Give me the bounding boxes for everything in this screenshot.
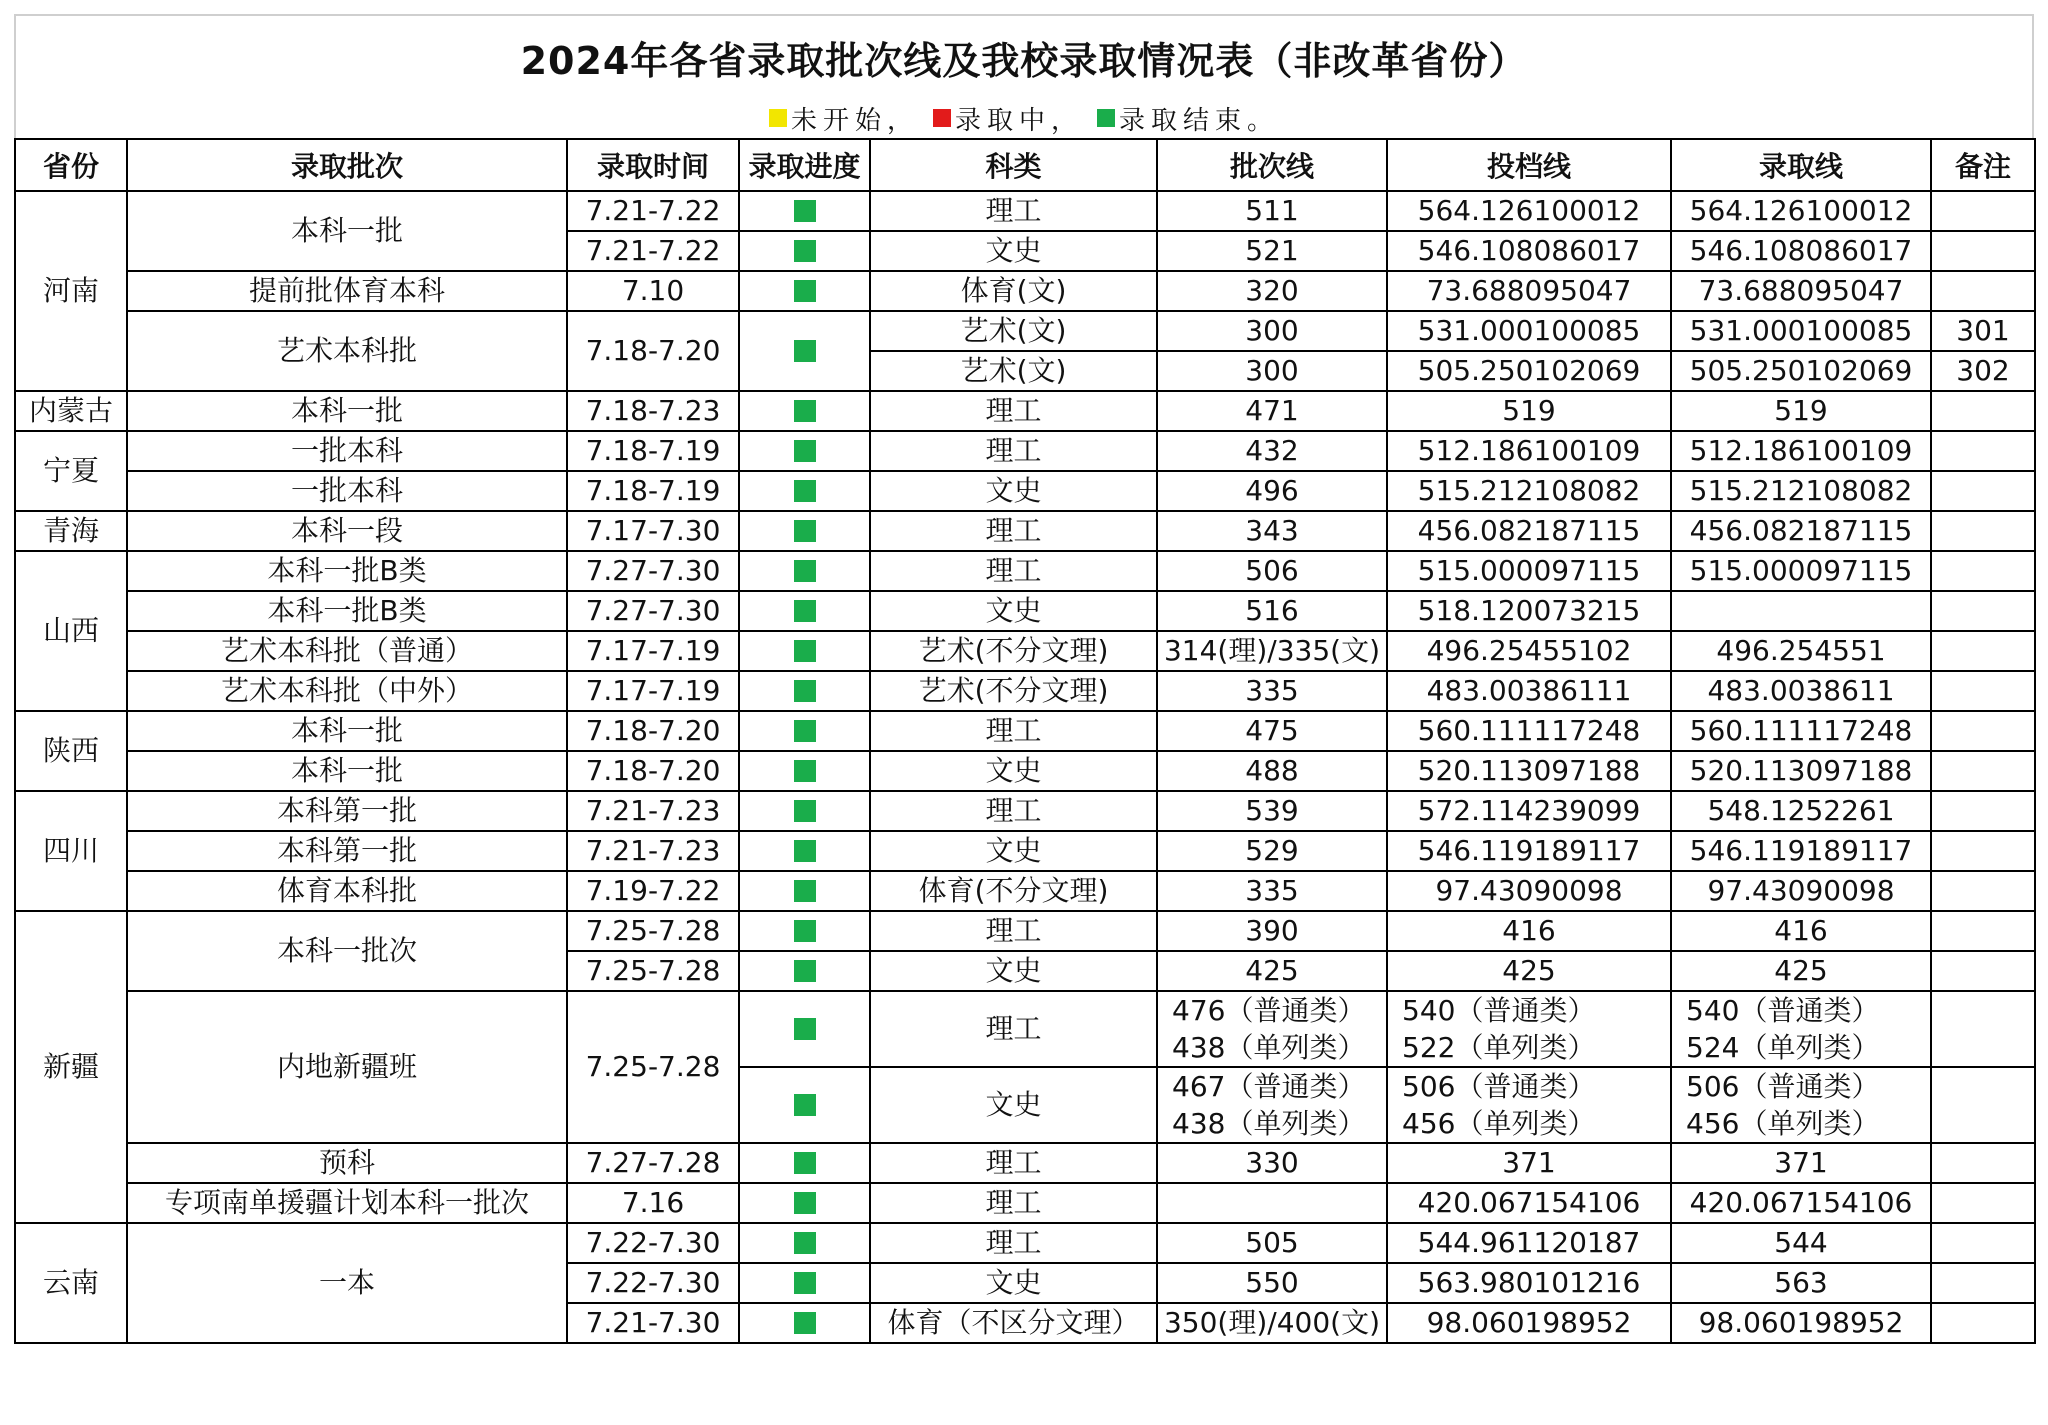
batch-line-cell: 521 xyxy=(1157,231,1387,271)
status-finished-icon xyxy=(794,880,816,902)
status-finished-icon xyxy=(794,340,816,362)
luqu-cell: 73.688095047 xyxy=(1671,271,1931,311)
batch-cell: 本科第一批 xyxy=(127,831,567,871)
status-finished-icon xyxy=(794,920,816,942)
toudang-cell: 563.980101216 xyxy=(1387,1263,1671,1303)
toudang-cell: 531.000100085 xyxy=(1387,311,1671,351)
status-finished-icon xyxy=(794,1232,816,1254)
note-cell xyxy=(1931,431,2035,471)
toudang-separate: 522（单列类） xyxy=(1402,1031,1596,1064)
batch-line-cell: 471 xyxy=(1157,391,1387,431)
batch-cell: 本科一批 xyxy=(127,391,567,431)
progress-cell xyxy=(739,911,870,951)
batch-line-cell: 350(理)/400(文) xyxy=(1157,1303,1387,1343)
luqu-cell: 483.0038611 xyxy=(1671,671,1931,711)
toudang-cell: 519 xyxy=(1387,391,1671,431)
toudang-cell: 518.120073215 xyxy=(1387,591,1671,631)
toudang-cell: 416 xyxy=(1387,911,1671,951)
progress-cell xyxy=(739,231,870,271)
batch-line-cell: 320 xyxy=(1157,271,1387,311)
time-cell: 7.18-7.19 xyxy=(567,431,739,471)
batch-line-cell: 343 xyxy=(1157,511,1387,551)
luqu-cell: 546.108086017 xyxy=(1671,231,1931,271)
batch-cell: 艺术本科批（普通） xyxy=(127,631,567,671)
table-row xyxy=(15,991,2035,1067)
progress-cell xyxy=(739,991,870,1067)
toudang-cell: 572.114239099 xyxy=(1387,791,1671,831)
luqu-cell: 560.111117248 xyxy=(1671,711,1931,751)
status-legend xyxy=(14,98,2034,138)
category-cell: 理工 xyxy=(870,431,1157,471)
note-cell xyxy=(1931,511,2035,551)
category-cell: 理工 xyxy=(870,511,1157,551)
progress-cell xyxy=(739,951,870,991)
time-cell: 7.18-7.19 xyxy=(567,471,739,511)
status-finished-icon xyxy=(794,480,816,502)
progress-cell xyxy=(739,191,870,231)
batch-line-cell: 539 xyxy=(1157,791,1387,831)
luqu-cell: 505.250102069 xyxy=(1671,351,1931,391)
category-cell: 文史 xyxy=(870,751,1157,791)
category-cell: 理工 xyxy=(870,911,1157,951)
category-cell: 体育(文) xyxy=(870,271,1157,311)
luqu-cell: 98.060198952 xyxy=(1671,1303,1931,1343)
category-cell: 艺术(文) xyxy=(870,351,1157,391)
batch-line-cell xyxy=(1157,991,1387,1067)
category-cell: 体育(不分文理) xyxy=(870,871,1157,911)
time-cell: 7.18-7.20 xyxy=(567,711,739,751)
batch-cell: 提前批体育本科 xyxy=(127,271,567,311)
header-category: 科类 xyxy=(870,139,1157,191)
time-cell: 7.18-7.20 xyxy=(567,751,739,791)
time-cell: 7.27-7.30 xyxy=(567,591,739,631)
progress-cell xyxy=(739,311,870,391)
toudang-regular: 540（普通类） xyxy=(1402,994,1596,1027)
note-cell xyxy=(1931,1223,2035,1263)
progress-cell xyxy=(739,631,870,671)
note-cell xyxy=(1931,671,2035,711)
luqu-cell: 531.000100085 xyxy=(1671,311,1931,351)
note-cell xyxy=(1931,471,2035,511)
header-province: 省份 xyxy=(15,139,127,191)
batch-line-cell: 488 xyxy=(1157,751,1387,791)
time-cell: 7.21-7.23 xyxy=(567,791,739,831)
table-row xyxy=(15,391,2035,431)
status-finished-icon xyxy=(794,840,816,862)
progress-cell xyxy=(739,1143,870,1183)
admission-table xyxy=(14,138,2036,1344)
batch-cell: 本科一批B类 xyxy=(127,591,567,631)
page-title: 2024年各省录取批次线及我校录取情况表（非改革省份） xyxy=(520,38,1528,83)
toudang-cell: 456.082187115 xyxy=(1387,511,1671,551)
luqu-regular: 506（普通类） xyxy=(1686,1070,1880,1103)
luqu-cell: 512.186100109 xyxy=(1671,431,1931,471)
luqu-cell: 546.119189117 xyxy=(1671,831,1931,871)
batch-line-cell: 330 xyxy=(1157,1143,1387,1183)
luqu-separate: 456（单列类） xyxy=(1686,1107,1880,1140)
time-cell: 7.19-7.22 xyxy=(567,871,739,911)
category-cell: 理工 xyxy=(870,1183,1157,1223)
toudang-cell: 515.000097115 xyxy=(1387,551,1671,591)
luqu-separate: 524（单列类） xyxy=(1686,1031,1880,1064)
luqu-cell: 496.254551 xyxy=(1671,631,1931,671)
note-cell: 302 xyxy=(1931,351,2035,391)
category-cell: 理工 xyxy=(870,391,1157,431)
category-cell: 文史 xyxy=(870,1067,1157,1143)
progress-cell xyxy=(739,591,870,631)
time-cell: 7.18-7.23 xyxy=(567,391,739,431)
category-cell: 艺术(不分文理) xyxy=(870,671,1157,711)
toudang-cell: 520.113097188 xyxy=(1387,751,1671,791)
category-cell: 理工 xyxy=(870,191,1157,231)
note-cell xyxy=(1931,871,2035,911)
toudang-cell: 564.126100012 xyxy=(1387,191,1671,231)
batch-cell: 本科一批次 xyxy=(127,911,567,991)
luqu-cell: 520.113097188 xyxy=(1671,751,1931,791)
note-cell xyxy=(1931,231,2035,271)
status-finished-icon xyxy=(794,1192,816,1214)
batch-line-cell: 475 xyxy=(1157,711,1387,751)
status-finished-icon xyxy=(794,760,816,782)
toudang-cell: 505.250102069 xyxy=(1387,351,1671,391)
batch-cell: 一本 xyxy=(127,1223,567,1343)
batch-line-cell: 506 xyxy=(1157,551,1387,591)
table-row xyxy=(15,671,2035,711)
toudang-regular: 506（普通类） xyxy=(1402,1070,1596,1103)
note-cell xyxy=(1931,631,2035,671)
toudang-cell: 560.111117248 xyxy=(1387,711,1671,751)
category-cell: 理工 xyxy=(870,1143,1157,1183)
category-cell: 理工 xyxy=(870,791,1157,831)
table-row xyxy=(15,831,2035,871)
batch-cell: 本科一批 xyxy=(127,711,567,751)
progress-cell xyxy=(739,551,870,591)
note-cell xyxy=(1931,711,2035,751)
header-time: 录取时间 xyxy=(567,139,739,191)
toudang-cell: 73.688095047 xyxy=(1387,271,1671,311)
progress-cell xyxy=(739,831,870,871)
category-cell: 文史 xyxy=(870,471,1157,511)
toudang-separate: 456（单列类） xyxy=(1402,1107,1596,1140)
batch-line-cell: 516 xyxy=(1157,591,1387,631)
category-cell: 理工 xyxy=(870,1223,1157,1263)
progress-cell xyxy=(739,871,870,911)
batch-line-cell: 300 xyxy=(1157,311,1387,351)
time-cell: 7.16 xyxy=(567,1183,739,1223)
batch-cell: 预科 xyxy=(127,1143,567,1183)
status-finished-icon xyxy=(794,280,816,302)
luqu-cell: 456.082187115 xyxy=(1671,511,1931,551)
status-finished-icon xyxy=(794,560,816,582)
status-finished-icon xyxy=(794,960,816,982)
luqu-cell xyxy=(1671,591,1931,631)
batch-line-cell xyxy=(1157,1067,1387,1143)
batch-line-cell: 335 xyxy=(1157,871,1387,911)
status-finished-icon xyxy=(794,1094,816,1116)
category-cell: 文史 xyxy=(870,231,1157,271)
batch-line-regular: 476（普通类） xyxy=(1172,994,1366,1027)
header-batch-line: 批次线 xyxy=(1157,139,1387,191)
table-row xyxy=(15,711,2035,751)
status-finished-icon xyxy=(794,200,816,222)
table-row xyxy=(15,871,2035,911)
header-progress: 录取进度 xyxy=(739,139,870,191)
batch-line-cell xyxy=(1157,1183,1387,1223)
note-cell xyxy=(1931,1183,2035,1223)
progress-cell xyxy=(739,791,870,831)
category-cell: 文史 xyxy=(870,591,1157,631)
note-cell xyxy=(1931,1303,2035,1343)
note-cell xyxy=(1931,751,2035,791)
toudang-cell: 371 xyxy=(1387,1143,1671,1183)
note-cell xyxy=(1931,911,2035,951)
time-cell: 7.21-7.30 xyxy=(567,1303,739,1343)
luqu-cell: 548.1252261 xyxy=(1671,791,1931,831)
header-luqu-line: 录取线 xyxy=(1671,139,1931,191)
time-cell: 7.25-7.28 xyxy=(567,951,739,991)
note-cell xyxy=(1931,271,2035,311)
note-cell xyxy=(1931,591,2035,631)
luqu-cell: 97.43090098 xyxy=(1671,871,1931,911)
time-cell: 7.17-7.30 xyxy=(567,511,739,551)
header-batch: 录取批次 xyxy=(127,139,567,191)
toudang-cell: 97.43090098 xyxy=(1387,871,1671,911)
progress-cell xyxy=(739,471,870,511)
time-cell: 7.27-7.30 xyxy=(567,551,739,591)
table-row xyxy=(15,751,2035,791)
progress-cell xyxy=(739,711,870,751)
luqu-cell: 544 xyxy=(1671,1223,1931,1263)
province-cell: 河南 xyxy=(15,191,127,391)
table-row xyxy=(15,271,2035,311)
status-finished-icon xyxy=(794,400,816,422)
status-finished-icon xyxy=(794,520,816,542)
time-cell: 7.17-7.19 xyxy=(567,671,739,711)
category-cell: 理工 xyxy=(870,711,1157,751)
time-cell: 7.21-7.23 xyxy=(567,831,739,871)
toudang-cell: 546.108086017 xyxy=(1387,231,1671,271)
note-cell xyxy=(1931,1067,2035,1143)
batch-cell: 艺术本科批 xyxy=(127,311,567,391)
luqu-cell xyxy=(1671,1067,1931,1143)
province-cell: 山西 xyxy=(15,551,127,711)
legend-not-started: 未开始， xyxy=(790,105,919,136)
batch-line-cell: 390 xyxy=(1157,911,1387,951)
batch-line-separate: 438（单列类） xyxy=(1172,1107,1366,1140)
batch-cell: 本科第一批 xyxy=(127,791,567,831)
status-finished-icon xyxy=(794,720,816,742)
progress-cell xyxy=(739,1263,870,1303)
header-row xyxy=(15,139,2035,191)
note-cell xyxy=(1931,191,2035,231)
legend-green-square-icon xyxy=(1097,109,1115,127)
luqu-cell: 416 xyxy=(1671,911,1931,951)
toudang-cell: 515.212108082 xyxy=(1387,471,1671,511)
toudang-cell: 544.961120187 xyxy=(1387,1223,1671,1263)
batch-line-separate: 438（单列类） xyxy=(1172,1031,1366,1064)
status-finished-icon xyxy=(794,680,816,702)
batch-line-cell: 550 xyxy=(1157,1263,1387,1303)
note-cell xyxy=(1931,391,2035,431)
status-finished-icon xyxy=(794,440,816,462)
batch-line-cell: 314(理)/335(文) xyxy=(1157,631,1387,671)
progress-cell xyxy=(739,391,870,431)
note-cell xyxy=(1931,1143,2035,1183)
time-cell: 7.18-7.20 xyxy=(567,311,739,391)
table-row xyxy=(15,1223,2035,1263)
luqu-cell: 515.212108082 xyxy=(1671,471,1931,511)
batch-cell: 体育本科批 xyxy=(127,871,567,911)
progress-cell xyxy=(739,431,870,471)
luqu-cell: 420.067154106 xyxy=(1671,1183,1931,1223)
batch-line-regular: 467（普通类） xyxy=(1172,1070,1366,1103)
batch-line-cell: 300 xyxy=(1157,351,1387,391)
note-cell xyxy=(1931,551,2035,591)
legend-finished: 录取结束。 xyxy=(1119,105,1280,136)
luqu-cell xyxy=(1671,991,1931,1067)
batch-cell: 一批本科 xyxy=(127,471,567,511)
note-cell xyxy=(1931,831,2035,871)
batch-line-cell: 425 xyxy=(1157,951,1387,991)
time-cell: 7.27-7.28 xyxy=(567,1143,739,1183)
category-cell: 理工 xyxy=(870,551,1157,591)
category-cell: 艺术(不分文理) xyxy=(870,631,1157,671)
province-cell: 宁夏 xyxy=(15,431,127,511)
batch-cell: 内地新疆班 xyxy=(127,991,567,1143)
category-cell: 体育（不区分文理） xyxy=(870,1303,1157,1343)
table-row xyxy=(15,591,2035,631)
admission-sheet xyxy=(14,14,2034,1344)
batch-line-cell: 529 xyxy=(1157,831,1387,871)
toudang-cell: 546.119189117 xyxy=(1387,831,1671,871)
category-cell: 文史 xyxy=(870,1263,1157,1303)
progress-cell xyxy=(739,1067,870,1143)
progress-cell xyxy=(739,751,870,791)
batch-line-cell: 335 xyxy=(1157,671,1387,711)
progress-cell xyxy=(739,271,870,311)
header-note: 备注 xyxy=(1931,139,2035,191)
table-row xyxy=(15,311,2035,351)
luqu-regular: 540（普通类） xyxy=(1686,994,1880,1027)
toudang-cell xyxy=(1387,991,1671,1067)
toudang-cell: 512.186100109 xyxy=(1387,431,1671,471)
province-cell: 陕西 xyxy=(15,711,127,791)
table-row xyxy=(15,631,2035,671)
legend-yellow-square-icon xyxy=(769,109,787,127)
time-cell: 7.21-7.22 xyxy=(567,231,739,271)
luqu-cell: 515.000097115 xyxy=(1671,551,1931,591)
progress-cell xyxy=(739,1223,870,1263)
province-cell: 内蒙古 xyxy=(15,391,127,431)
table-row xyxy=(15,471,2035,511)
time-cell: 7.10 xyxy=(567,271,739,311)
table-row xyxy=(15,1143,2035,1183)
time-cell: 7.21-7.22 xyxy=(567,191,739,231)
legend-red-square-icon xyxy=(933,109,951,127)
luqu-cell: 519 xyxy=(1671,391,1931,431)
batch-cell: 本科一批 xyxy=(127,751,567,791)
table-row xyxy=(15,791,2035,831)
table-row xyxy=(15,1183,2035,1223)
batch-line-cell: 511 xyxy=(1157,191,1387,231)
toudang-cell: 496.25455102 xyxy=(1387,631,1671,671)
title-bar xyxy=(14,14,2034,98)
time-cell: 7.25-7.28 xyxy=(567,911,739,951)
note-cell xyxy=(1931,951,2035,991)
batch-cell: 本科一批B类 xyxy=(127,551,567,591)
legend-in-progress: 录取中， xyxy=(954,105,1083,136)
province-cell: 云南 xyxy=(15,1223,127,1343)
status-finished-icon xyxy=(794,1152,816,1174)
luqu-cell: 563 xyxy=(1671,1263,1931,1303)
category-cell: 文史 xyxy=(870,831,1157,871)
province-cell: 青海 xyxy=(15,511,127,551)
luqu-cell: 425 xyxy=(1671,951,1931,991)
toudang-cell: 483.00386111 xyxy=(1387,671,1671,711)
note-cell xyxy=(1931,791,2035,831)
batch-line-cell: 505 xyxy=(1157,1223,1387,1263)
table-row xyxy=(15,511,2035,551)
batch-cell: 一批本科 xyxy=(127,431,567,471)
table-row xyxy=(15,431,2035,471)
time-cell: 7.22-7.30 xyxy=(567,1263,739,1303)
batch-cell: 艺术本科批（中外） xyxy=(127,671,567,711)
luqu-cell: 564.126100012 xyxy=(1671,191,1931,231)
category-cell: 艺术(文) xyxy=(870,311,1157,351)
status-finished-icon xyxy=(794,1018,816,1040)
progress-cell xyxy=(739,511,870,551)
status-finished-icon xyxy=(794,240,816,262)
category-cell: 文史 xyxy=(870,951,1157,991)
status-finished-icon xyxy=(794,1312,816,1334)
province-cell: 新疆 xyxy=(15,911,127,1223)
toudang-cell: 98.060198952 xyxy=(1387,1303,1671,1343)
table-row xyxy=(15,911,2035,951)
batch-cell: 本科一批 xyxy=(127,191,567,271)
toudang-cell xyxy=(1387,1067,1671,1143)
batch-cell: 本科一段 xyxy=(127,511,567,551)
header-toudang-line: 投档线 xyxy=(1387,139,1671,191)
time-cell: 7.22-7.30 xyxy=(567,1223,739,1263)
progress-cell xyxy=(739,671,870,711)
table-row xyxy=(15,551,2035,591)
status-finished-icon xyxy=(794,1272,816,1294)
time-cell: 7.25-7.28 xyxy=(567,991,739,1143)
time-cell: 7.17-7.19 xyxy=(567,631,739,671)
status-finished-icon xyxy=(794,640,816,662)
note-cell: 301 xyxy=(1931,311,2035,351)
status-finished-icon xyxy=(794,800,816,822)
note-cell xyxy=(1931,1263,2035,1303)
batch-line-cell: 432 xyxy=(1157,431,1387,471)
batch-cell: 专项南单援疆计划本科一批次 xyxy=(127,1183,567,1223)
toudang-cell: 420.067154106 xyxy=(1387,1183,1671,1223)
note-cell xyxy=(1931,991,2035,1067)
province-cell: 四川 xyxy=(15,791,127,911)
table-row xyxy=(15,191,2035,231)
progress-cell xyxy=(739,1303,870,1343)
luqu-cell: 371 xyxy=(1671,1143,1931,1183)
progress-cell xyxy=(739,1183,870,1223)
category-cell: 理工 xyxy=(870,991,1157,1067)
status-finished-icon xyxy=(794,600,816,622)
toudang-cell: 425 xyxy=(1387,951,1671,991)
batch-line-cell: 496 xyxy=(1157,471,1387,511)
